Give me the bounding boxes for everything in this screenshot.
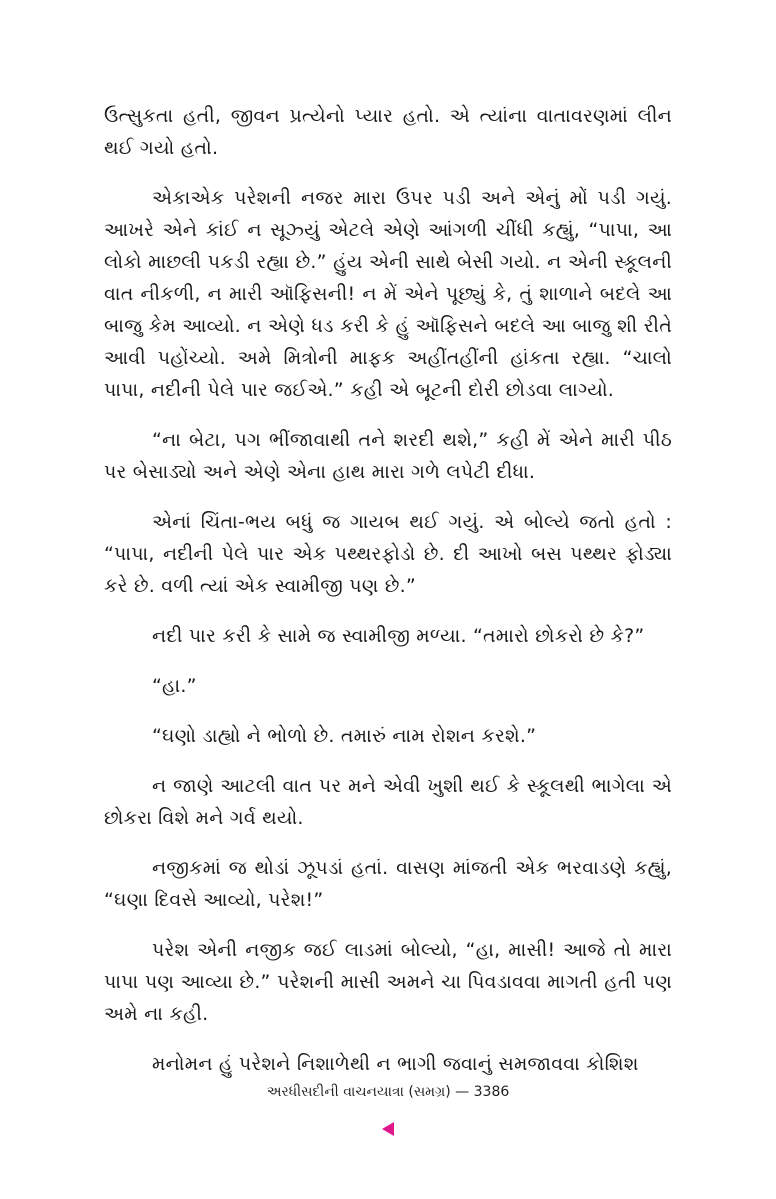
body-text (104, 100, 672, 1098)
previous-page-arrow-icon[interactable] (382, 1122, 394, 1136)
page-footer: અરધીસદીની વાચનયાત્રા (સમગ્ર) — 3386 (266, 1084, 510, 1100)
paragraph: એનાં ચિંતા-ભય બધું જ ગાયબ થઈ ગયું. એ બોલ્યે જતો હતો : “પાપા, નદીની પેલે પાર એક પથ્થરફોડો છે. દી આખો બસ પથ્થર ફોડ્યા કરે છે. વળી ત્યાં એક સ્વામીજી પણ છે.” (104, 511, 672, 597)
paragraph: ઉત્સુકતા હતી, જીવન પ્રત્યેનો પ્યાર હતો. એ ત્યાંના વાતાવરણમાં લીન થઈ ગયો હતો. (104, 105, 672, 159)
paragraph: નજીકમાં જ થોડાં ઝૂપડાં હતાં. વાસણ માંજતી એક ભરવાડણે કહ્યું, “ઘણા દિવસે આવ્યો, પરેશ!” (104, 857, 672, 911)
paragraph: “ના બેટા, પગ ભીંજાવાથી તને શરદી થશે,” કહી મેં એને મારી પીઠ પર બેસાડ્યો અને એણે એના હાથ મારા ગળે લપેટી દીધા. (104, 429, 672, 483)
paragraph: પરેશ એની નજીક જઈ લાડમાં બોલ્યો, “હા, માસી! આજે તો મારા પાપા પણ આવ્યા છે.” પરેશની માસી અમને ચા પિવડાવવા માગતી હતી પણ અમે ના કહી. (104, 939, 672, 1025)
paragraph: ન જાણે આટલી વાત પર મને એવી ખુશી થઈ કે સ્કૂલથી ભાગેલા એ છોકરા વિશે મને ગર્વ થયો. (104, 775, 672, 829)
paragraph: “હા.” (152, 675, 197, 697)
paragraph: એકાએક પરેશની નજર મારા ઉપર પડી અને એનું મોં પડી ગયું. આખરે એને કાંઈ ન સૂઝ્યું એટલે એણે આંગળી ચીંધી કહ્યું, “પાપા, આ લોકો માછલી પકડી રહ્યા છે.” હુંય એની સાથે બેસી ગયો. ન એની સ્કૂલની વાત નીકળી, ન મારી ઑફિસની! ન મેં એને પૂછ્યું કે, તું શાળાને બદલે આ બાજુ કેમ આવ્યો. ન એણે ધડ કરી કે હું ઑફિસને બદલે આ બાજુ શી રીતે આવી પહોંચ્યો. અમે મિત્રોની માફક અહીંતહીંની હાંકતા રહ્યા. “ચાલો પાપા, નદીની પેલે પાર જઈએ.” કહી એ બૂટની દોરી છોડવા લાગ્યો. (104, 187, 672, 401)
paragraph: “ઘણો ડાહ્યો ને ભોળો છે. તમારું નામ રોશન કરશે.” (152, 725, 537, 747)
paragraph: મનોમન હું પરેશને નિશાળેથી ન ભાગી જવાનું સમજાવવા કોશિશ (152, 1053, 639, 1075)
paragraph: નદી પાર કરી કે સામે જ સ્વામીજી મળ્યા. “તમારો છોકરો છે કે?” (152, 625, 645, 647)
